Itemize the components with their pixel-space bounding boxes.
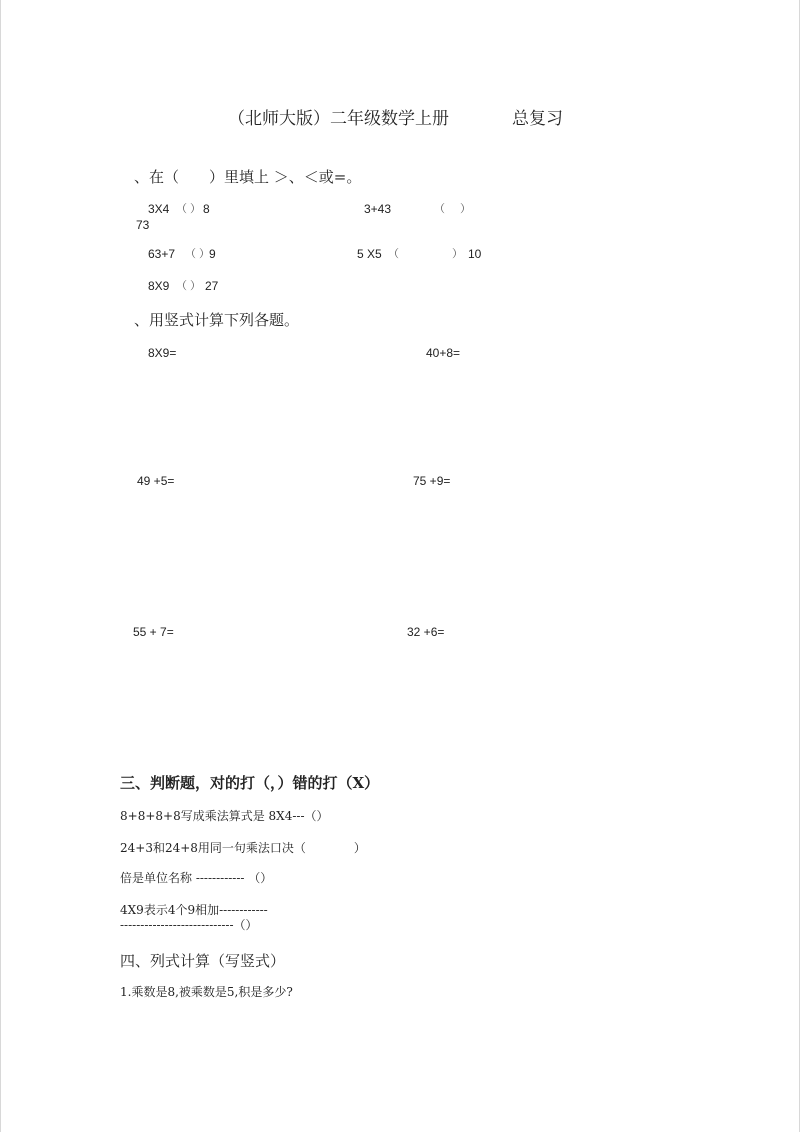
judge-item-3: 倍是单位名称 ------------ （） bbox=[120, 871, 273, 885]
vertical-problem-6: 32 +6= bbox=[407, 625, 445, 639]
section4-heading: 四、列式计算（写竖式） bbox=[120, 952, 286, 970]
vertical-problem-1: 8X9= bbox=[148, 346, 177, 360]
compare-item-2-blank: （ ） bbox=[434, 203, 478, 215]
compare-item-3-right: 9 bbox=[209, 247, 216, 261]
word-problem-1: 1.乘数是8,被乘数是5,积是多少? bbox=[120, 985, 293, 999]
compare-item-4-left: 5 X5 bbox=[357, 247, 382, 261]
page-edge-left bbox=[0, 0, 1, 1132]
judge-item-2: 24+3和24+8用同一句乘法口决（ ） bbox=[120, 841, 366, 855]
section2-heading: 、用竖式计算下列各题。 bbox=[134, 311, 300, 329]
compare-item-2-right: 73 bbox=[136, 218, 150, 232]
vertical-problem-5: 55 + 7= bbox=[133, 625, 174, 639]
compare-item-1-left: 3X4 bbox=[148, 202, 170, 216]
page-title: （北师大版）二年级数学上册 bbox=[228, 109, 449, 129]
compare-item-5-right: 27 bbox=[205, 279, 219, 293]
compare-item-4-right: 10 bbox=[468, 247, 482, 261]
vertical-problem-2: 40+8= bbox=[426, 346, 461, 360]
section1-heading: 、在（ ）里填上 ＞、＜或=。 bbox=[134, 168, 362, 186]
compare-item-4-paren-open: （ bbox=[388, 248, 399, 260]
compare-item-1-right: 8 bbox=[203, 202, 210, 216]
compare-item-3-blank: （ ） bbox=[185, 248, 211, 260]
section3-heading: 三、判断题，对的打（，）错的打（X） bbox=[120, 774, 380, 792]
compare-item-3-left: 63+7 bbox=[148, 247, 176, 261]
judge-item-4: 4X9表示4个9相加------------ bbox=[120, 903, 268, 917]
compare-item-5-left: 8X9 bbox=[148, 279, 170, 293]
compare-item-5-blank: （ ） bbox=[176, 280, 202, 292]
vertical-problem-3: 49 +5= bbox=[137, 474, 175, 488]
compare-item-4-paren-close: ） bbox=[452, 248, 463, 260]
vertical-problem-4: 75 +9= bbox=[413, 474, 451, 488]
compare-item-2-left: 3+43 bbox=[364, 202, 392, 216]
page-title-suffix: 总复习 bbox=[512, 109, 563, 129]
judge-item-1: 8+8+8+8写成乘法算式是 8X4---（） bbox=[120, 809, 329, 823]
judge-item-4-continuation: ----------------------------（） bbox=[120, 918, 258, 932]
compare-item-1-blank: （ ） bbox=[176, 203, 202, 215]
